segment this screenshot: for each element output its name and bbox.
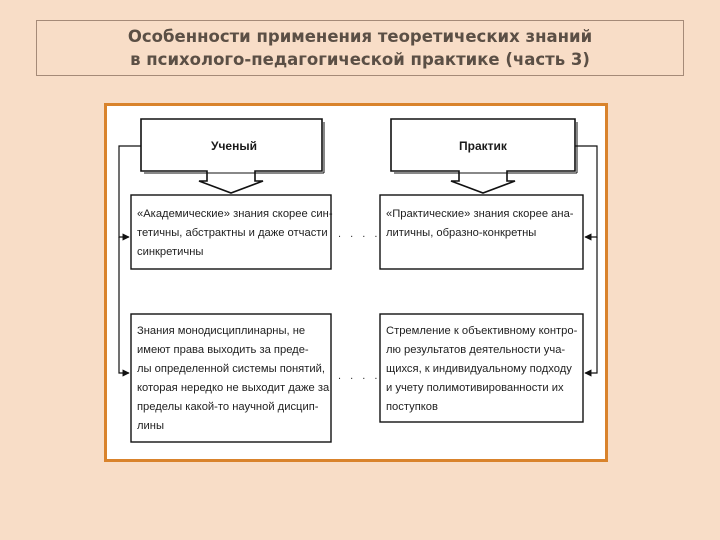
right-box-2-line-4: и учету полимотивированности их — [386, 382, 564, 394]
left-box-2-line-4: которая нередко не выходит даже за — [137, 382, 330, 394]
right-box-2-line-2: лю результатов деятельности уча- — [386, 344, 566, 356]
right-box-1-line-2: литичны, образно-конкретны — [386, 227, 537, 239]
right-box-2-line-3: щихся, к индивидуальному подходу — [386, 363, 572, 375]
title-line-2: в психолого-педагогической практике (часть 3) — [130, 50, 590, 69]
right-header-shape — [391, 119, 575, 193]
right-header-label: Практик — [459, 139, 507, 153]
left-box-1-line-3: синкретичны — [137, 246, 204, 258]
left-box-2-line-3: лы определенной системы понятий, — [137, 363, 325, 375]
left-box-1-line-1: «Академические» знания скорее син- — [137, 208, 333, 220]
diagram-canvas — [107, 106, 605, 459]
left-box-2-line-5: пределы какой-то научной дисцип- — [137, 401, 319, 413]
diagram-frame — [104, 103, 608, 462]
left-box-2-line-1: Знания монодисциплинарны, не — [137, 325, 306, 337]
dotted-connector-top: . . . . — [338, 228, 381, 240]
left-loop-line-2 — [119, 237, 129, 373]
left-box-2-line-2: имеют права выходить за преде- — [137, 344, 309, 356]
dotted-connector-bottom: . . . . — [338, 370, 381, 382]
left-box-1-line-2: тетичны, абстрактны и даже отчасти — [137, 227, 328, 239]
right-loop-line-2 — [585, 237, 597, 373]
left-header-shape — [141, 119, 322, 193]
right-box-2-line-5: поступков — [386, 401, 438, 413]
left-header-label: Ученый — [211, 139, 257, 153]
left-box-2-line-6: лины — [137, 420, 164, 432]
right-box-1-line-1: «Практические» знания скорее ана- — [386, 208, 574, 220]
right-box-2-line-1: Стремление к объективному контро- — [386, 325, 578, 337]
title-line-1: Особенности применения теоретических знаний — [127, 27, 593, 46]
title-box — [36, 20, 684, 76]
